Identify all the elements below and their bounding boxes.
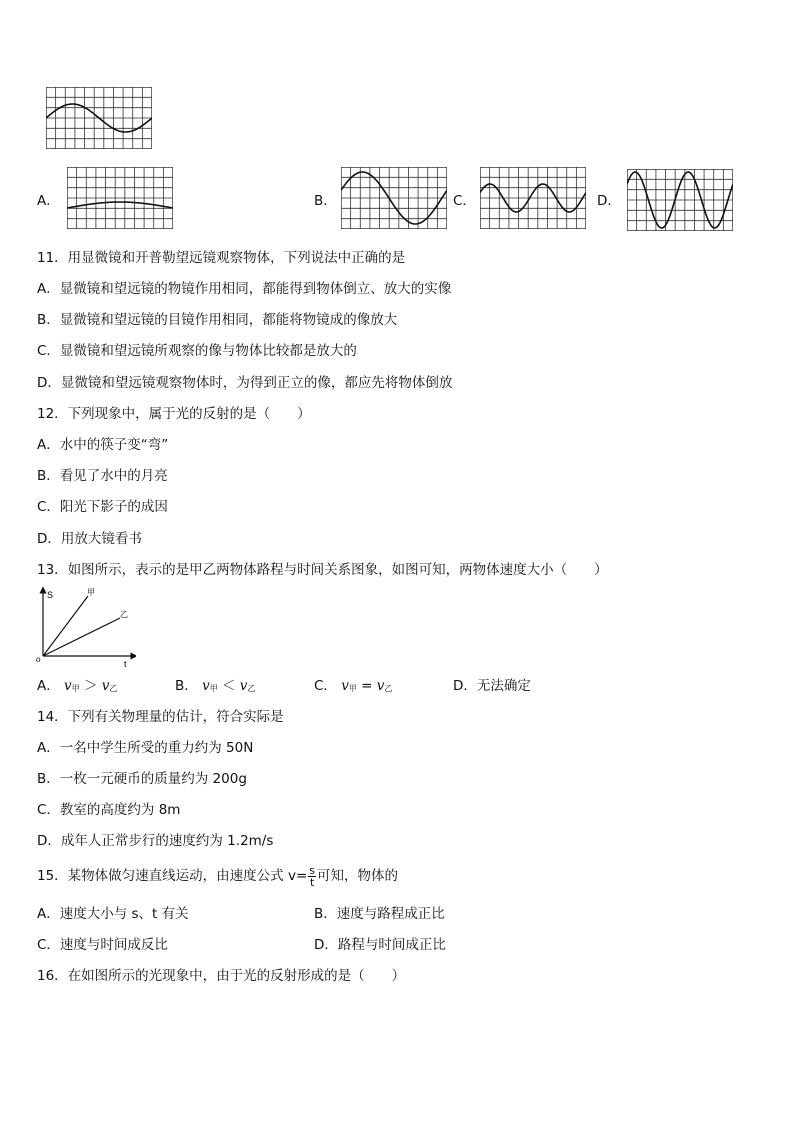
q15-fraction-numerator: s (309, 863, 316, 877)
q10-option-c-label: C． (453, 193, 476, 209)
reference-wave-graph (46, 87, 152, 149)
q15-fraction (308, 865, 316, 888)
q13-st-graph (36, 586, 136, 670)
q10-option-b-wave-graph (341, 167, 447, 229)
q13-stem: 13．如图所示，表示的是甲乙两物体路程与时间关系图象，如图可知，两物体速度大小（ ） (37, 562, 608, 578)
q13-option-c-sub1: 甲 (348, 684, 357, 693)
q11-stem: 11．用显微镜和开普勒望远镜观察物体，下列说法中正确的是 (37, 250, 406, 266)
q12-stem: 12．下列现象中，属于光的反射的是（ ） (37, 406, 311, 422)
q13-option-c-op: = (361, 678, 373, 694)
q10-option-a-wave-grid (67, 167, 173, 229)
reference-wave-grid (46, 87, 152, 149)
q10-option-d-wave-grid (627, 169, 733, 231)
q14-option-b: B．一枚一元硬币的质量约为 200g (37, 771, 247, 787)
waveform (67, 202, 173, 208)
q13-option-a-sub1: 甲 (71, 684, 80, 693)
q15-option-b: B．速度与路程成正比 (314, 906, 445, 922)
line-jia (43, 596, 88, 656)
q12-option-b: B．看见了水中的月亮 (37, 468, 168, 484)
q11-option-c: C．显微镜和望远镜所观察的像与物体比较都是放大的 (37, 343, 357, 359)
q16-stem: 16．在如图所示的光现象中，由于光的反射形成的是（ ） (37, 968, 406, 984)
q13-option-d (453, 677, 531, 695)
q13-option-b-letter: B． (175, 678, 198, 694)
line-yi (43, 618, 120, 656)
line-yi-label: 乙 (120, 610, 128, 619)
q13-option-b-v1: v (202, 678, 210, 694)
q10-option-a-label: A． (37, 193, 60, 209)
q13-option-a-sub2: 乙 (109, 684, 118, 693)
q10-option-c-wave-grid (480, 167, 586, 229)
q11-option-b: B．显微镜和望远镜的目镜作用相同，都能将物镜成的像放大 (37, 312, 398, 328)
q13-option-c-v1: v (341, 678, 349, 694)
q10-option-a-wave-graph (67, 167, 173, 229)
s-axis-label: S (47, 590, 54, 600)
q14-option-d: D．成年人正常步行的速度约为 1.2m/s (37, 833, 274, 849)
q12-option-a: A．水中的筷子变“弯” (37, 437, 169, 453)
q10-option-b-wave-grid (341, 167, 447, 229)
q13-option-a-op: ＞ (83, 678, 98, 694)
q15-stem (37, 863, 398, 889)
q13-option-b-sub1: 甲 (209, 684, 218, 693)
q13-option-c-letter: C． (314, 678, 337, 694)
q13-option-b-v2: v (239, 678, 248, 694)
q10-option-b-label: B． (314, 193, 337, 209)
q15-option-c: C．速度与时间成反比 (37, 937, 168, 953)
q13-st-graph-svg (36, 586, 136, 670)
q13-option-b (175, 677, 255, 698)
q14-stem: 14．下列有关物理量的估计，符合实际是 (37, 709, 284, 725)
q11-option-d: D．显微镜和望远镜观察物体时，为得到正立的像，都应先将物体倒放 (37, 375, 453, 391)
q10-option-c-wave-graph (480, 167, 586, 229)
q15-stem-after: 可知，物体的 (317, 868, 399, 884)
q14-option-c: C．教室的高度约为 8m (37, 802, 181, 818)
q13-option-c-sub2: 乙 (384, 684, 393, 693)
q14-option-a: A．一名中学生所受的重力约为 50N (37, 740, 254, 756)
q13-option-a-v2: v (101, 678, 110, 694)
q15-option-a: A．速度大小与 s、t 有关 (37, 906, 189, 922)
q13-option-c-v2: v (376, 678, 385, 694)
q13-option-a-v1: v (64, 678, 72, 694)
q12-option-d: D．用放大镜看书 (37, 531, 142, 547)
q10-option-d-wave-graph (627, 169, 733, 231)
q11-option-a: A．显微镜和望远镜的物镜作用相同，都能得到物体倒立、放大的实像 (37, 281, 452, 297)
q15-stem-before: 15．某物体做匀速直线运动，由速度公式 v= (37, 868, 308, 884)
q15-option-d: D．路程与时间成正比 (314, 937, 446, 953)
q13-option-a (37, 677, 117, 698)
q10-option-d-label: D． (597, 193, 621, 209)
q13-option-d-letter: D． (453, 678, 477, 694)
t-axis-label: t (124, 659, 127, 669)
origin-label: o (36, 654, 41, 664)
q12-option-c: C．阳光下影子的成因 (37, 499, 168, 515)
q13-option-a-letter: A． (37, 678, 60, 694)
q13-option-c (314, 677, 392, 698)
line-jia-label: 甲 (87, 588, 95, 597)
q15-fraction-denominator: t (309, 875, 315, 889)
q13-option-d-text: 无法确定 (476, 678, 531, 694)
q13-option-b-op: ＜ (222, 678, 236, 694)
q13-option-b-sub2: 乙 (247, 684, 256, 693)
